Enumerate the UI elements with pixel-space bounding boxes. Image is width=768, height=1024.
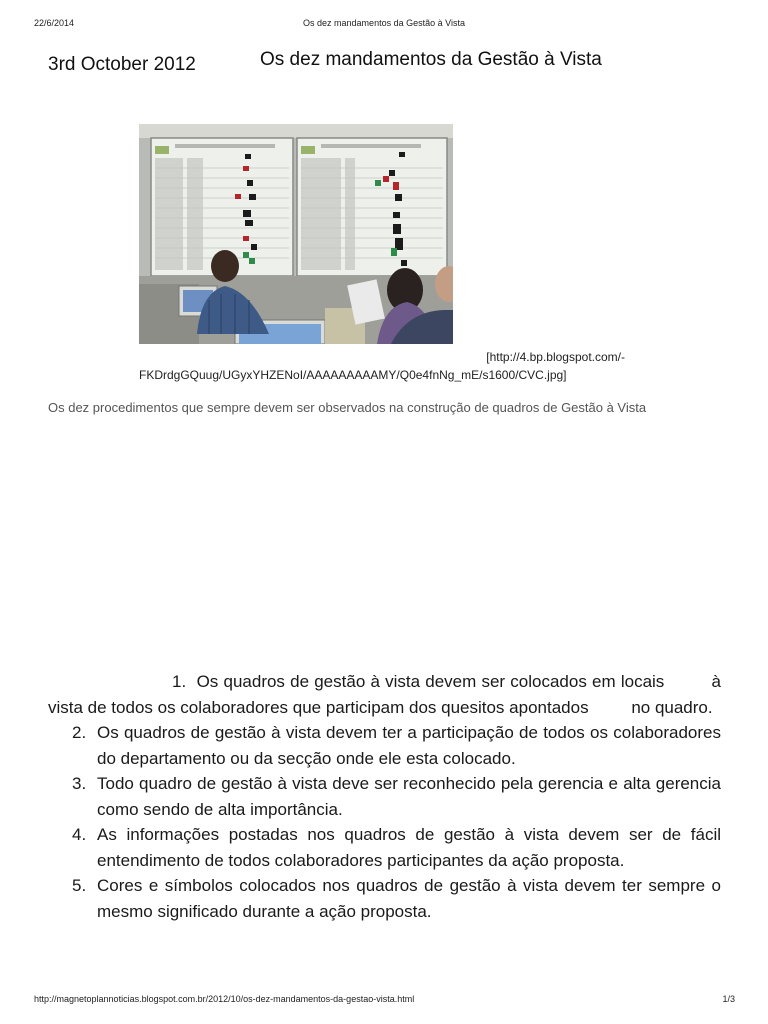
commandments-list [48,669,721,924]
list-item-1 [48,669,721,720]
print-header-title: Os dez mandamentos da Gestão à Vista [303,18,465,28]
list-item-number: 2. [72,723,87,742]
print-footer-url[interactable]: http://magnetoplannoticias.blogspot.com.br/2012/10/os-dez-mandamentos-da-gestao-vista.html [34,994,415,1004]
list-item-text: As informações postadas nos quadros de gestão à vista devem ser de fácil entendimento de todos colaboradores participantes da ação proposta. [97,825,721,870]
print-footer-page-number: 1/3 [722,994,735,1004]
post-date: 3rd October 2012 [48,54,196,75]
post-summary: Os dez procedimentos que sempre devem ser observados na construção de quadros de Gestão à Vista [48,400,647,415]
photo-illustration [139,124,453,344]
list-item-1-text-part3: no quadro. [631,697,713,717]
post-title: Os dez mandamentos da Gestão à Vista [260,49,602,70]
list-item-number: 3. [72,774,87,793]
list-item-3 [48,771,721,822]
list-item-4 [48,822,721,873]
list-item-number: 5. [72,876,87,895]
list-item-text: Os quadros de gestão à vista devem ter a participação de todos os colaboradores do departamento ou da secção onde ele esta colocado. [97,723,721,768]
list-item-number: 4. [72,825,87,844]
image-source-url-line1[interactable]: [http://4.bp.blogspot.com/- [486,350,625,364]
list-item-text: Cores e símbolos colocados nos quadros de gestão à vista devem ter sempre o mesmo significado durante a ação proposta. [97,876,721,921]
list-item-1-text-part1: Os quadros de gestão à vista devem ser colocados em locais [196,672,665,691]
list-item-5 [48,873,721,924]
list-item-2 [48,720,721,771]
list-item-text: Todo quadro de gestão à vista deve ser reconhecido pela gerencia e alta gerencia como sendo de alta importância. [97,774,721,819]
image-source-url-line2[interactable]: FKDrdgGQuug/UGyxYHZENoI/AAAAAAAAAMY/Q0e4fnNg_mE/s1600/CVC.jpg] [139,368,567,382]
list-item-1-text-part2: à vista de todos os colaboradores que participam dos quesitos apontados [48,672,721,717]
image-source-url[interactable] [139,348,629,384]
print-header-date: 22/6/2014 [34,18,75,28]
office-board-photo [139,124,453,344]
list-item-number: 1. [172,672,187,691]
